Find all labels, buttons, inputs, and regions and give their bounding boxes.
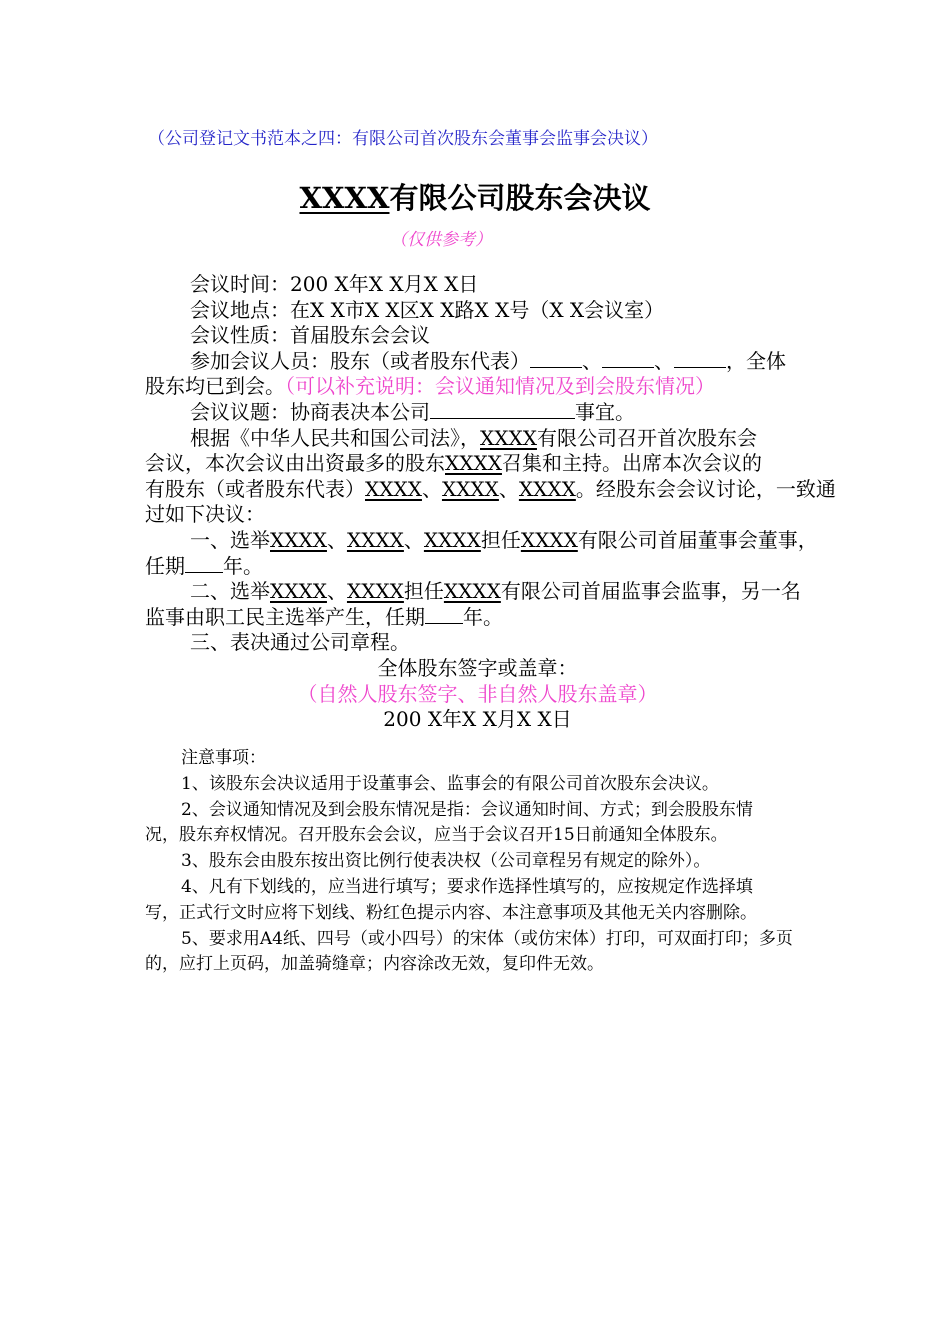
- reference-only-note: （仅供参考）: [390, 230, 492, 250]
- resolution-2-term: 监事由职工民主选举产生，任期 年。: [145, 604, 503, 629]
- document-title: [0, 176, 950, 217]
- note-item: 5、要求用A4纸、四号（或小四号）的宋体（或仿宋体）打印，可双面打印；多页: [181, 928, 793, 949]
- note-item-cont: 写，正式行文时应将下划线、粉红色提示内容、本注意事项及其他无关内容删除。: [145, 902, 757, 923]
- signature-label: 全体股东签字或盖章：: [377, 655, 578, 680]
- signature-hint: （自然人股东签字、非自然人股东盖章）: [297, 681, 658, 706]
- note-item-cont: 的，应打上页码，加盖骑缝章；内容涂改无效，复印件无效。: [145, 954, 604, 975]
- intro-line-4: 过如下决议：: [145, 502, 265, 527]
- note-item: 1、该股东会决议适用于设董事会、监事会的有限公司首次股东会决议。: [181, 773, 719, 794]
- company-name-placeholder: XXXX: [299, 181, 390, 215]
- term-blank-2: [425, 605, 463, 624]
- note-item: 4、凡有下划线的，应当进行填写；要求作选择性填写的，应按规定作选择填: [181, 876, 753, 897]
- resolution-3: 三、表决通过公司章程。: [190, 630, 410, 655]
- intro-line-1: 根据《中华人民共和国公司法》，XXXX有限公司召开首次股东会: [190, 425, 757, 450]
- notes-section: [145, 746, 810, 978]
- meeting-attendees: 参加会议人员：股东（或者股东代表） 、 、 ，全体: [190, 348, 786, 373]
- notes-heading: 注意事项：: [181, 748, 266, 768]
- topic-blank: [430, 400, 575, 419]
- meeting-time: 会议时间：200 X年X X月X X日: [190, 272, 479, 296]
- attendee-blank-2: [602, 349, 654, 368]
- intro-line-2: 会议，本次会议由出资最多的股东XXXX召集和主持。出席本次会议的: [145, 451, 762, 476]
- term-blank-1: [185, 554, 223, 573]
- intro-line-3: 有股东（或者股东代表）XXXX、XXXX、XXXX。经股东会会议讨论，一致通: [145, 476, 836, 501]
- template-series-note: （公司登记文书范本之四：有限公司首次股东会董事会监事会决议）: [148, 129, 658, 149]
- title-text: 有限公司股东会决议: [389, 181, 651, 215]
- meeting-topic: 会议议题：协商表决本公司 事宜。: [190, 399, 635, 424]
- note-item: 3、股东会由股东按出资比例行使表决权（公司章程另有规定的除外）。: [181, 851, 711, 872]
- attendee-blank-3: [674, 349, 726, 368]
- note-item-cont: 况，股东弃权情况。召开股东会会议，应当于会议召开15日前通知全体股东。: [145, 825, 728, 846]
- signature-date: 200 X年X X月X X日: [383, 707, 572, 732]
- meeting-nature: 会议性质：首届股东会会议: [190, 323, 430, 348]
- meeting-attendees-cont: 股东均已到会。（可以补充说明：会议通知情况及到会股东情况）: [145, 374, 715, 399]
- resolution-2: 二、选举XXXX、XXXX担任XXXX有限公司首届监事会监事，另一名: [190, 579, 801, 604]
- resolution-1-term: 任期 年。: [145, 553, 263, 578]
- note-item: 2、会议通知情况及到会股东情况是指：会议通知时间、方式；到会股股东情: [181, 799, 753, 820]
- attendees-hint: （可以补充说明：会议通知情况及到会股东情况）: [285, 374, 715, 399]
- resolution-1: 一、选举XXXX、XXXX、XXXX担任XXXX有限公司首届董事会董事，: [190, 527, 818, 552]
- meeting-place: 会议地点：在X X市X X区X X路X X号（X X会议室）: [190, 297, 665, 322]
- resolution-body: [145, 272, 836, 733]
- attendee-blank-1: [530, 349, 582, 368]
